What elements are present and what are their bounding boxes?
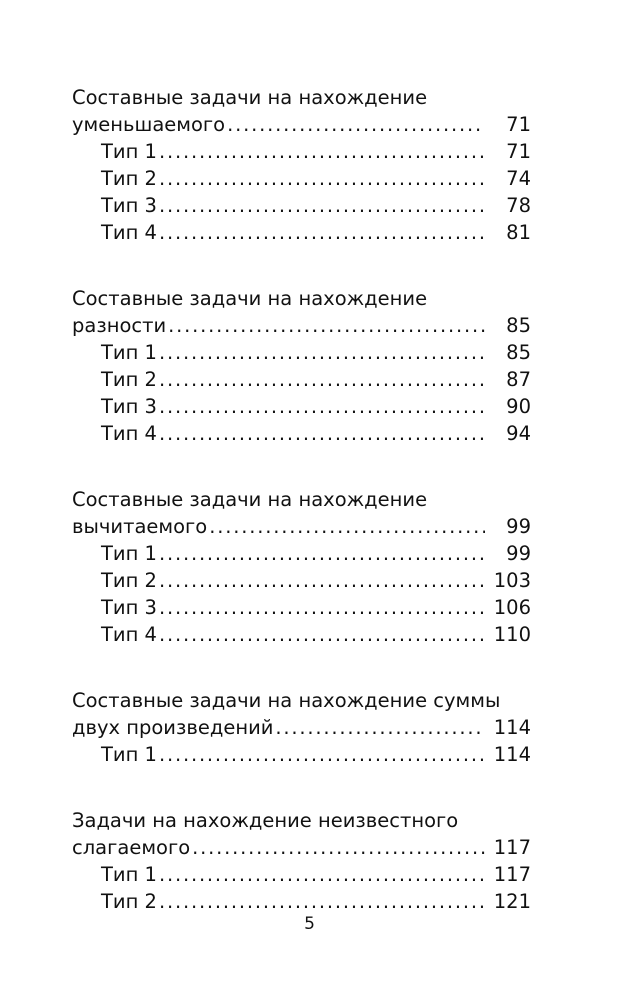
dot-leader	[159, 594, 485, 621]
dot-leader	[159, 420, 485, 447]
toc-subentry	[72, 621, 531, 648]
toc-subentry-page: 117	[493, 863, 531, 886]
toc-subentry-page: 90	[506, 395, 531, 418]
toc-section-title: Составные задачи на нахождение	[72, 488, 428, 511]
toc-entry-page: 117	[493, 836, 531, 859]
dot-leader	[159, 567, 485, 594]
toc-entry-label: слагаемого	[72, 836, 191, 859]
toc-subentry	[72, 540, 531, 567]
toc-subentry	[72, 420, 531, 447]
toc-subentry-label: Тип 2	[101, 368, 157, 391]
toc-subentry-label: Тип 4	[101, 623, 157, 646]
page-number: 5	[304, 914, 315, 934]
dot-leader	[192, 834, 485, 861]
toc-section	[72, 285, 531, 447]
dot-leader	[159, 540, 485, 567]
toc-entry-label: вычитаемого	[72, 515, 208, 538]
toc-subentry	[72, 393, 531, 420]
toc-subentry-label: Тип 1	[101, 140, 157, 163]
toc-subentry-label: Тип 3	[101, 194, 157, 217]
toc-subentry	[72, 567, 531, 594]
toc-subentry	[72, 741, 531, 768]
toc-section-title: Задачи на нахождение неизвестного	[72, 809, 459, 832]
dot-leader	[159, 219, 485, 246]
toc-subentry-page: 81	[506, 221, 531, 244]
toc-subentry	[72, 165, 531, 192]
toc-entry	[72, 312, 531, 339]
toc-subentry-label: Тип 2	[101, 167, 157, 190]
toc-subentry-page: 85	[506, 341, 531, 364]
toc-section-title: Составные задачи на нахождение суммы	[72, 689, 501, 712]
dot-leader	[209, 513, 485, 540]
dot-leader	[159, 393, 485, 420]
dot-leader	[159, 165, 485, 192]
toc-subentry-page: 87	[506, 368, 531, 391]
toc-subentry-page: 78	[506, 194, 531, 217]
toc-subentry	[72, 594, 531, 621]
dot-leader	[159, 138, 485, 165]
toc-entry	[72, 513, 531, 540]
toc-entry	[72, 111, 531, 138]
toc-subentry	[72, 192, 531, 219]
toc-entry-label: двух произведений	[72, 716, 274, 739]
dot-leader	[159, 861, 485, 888]
toc-section-title: Составные задачи на нахождение	[72, 287, 428, 310]
toc-entry	[72, 714, 531, 741]
toc-entry	[72, 834, 531, 861]
dot-leader	[275, 714, 485, 741]
toc-subentry-label: Тип 2	[101, 569, 157, 592]
toc-section	[72, 687, 531, 768]
toc-subentry-label: Тип 4	[101, 422, 157, 445]
toc-subentry-page: 114	[493, 743, 531, 766]
toc-entry-label: уменьшаемого	[72, 113, 226, 136]
toc-subentry	[72, 219, 531, 246]
toc-subentry-page: 106	[493, 596, 531, 619]
toc-entry-label: разности	[72, 314, 167, 337]
toc-subentry-page: 103	[493, 569, 531, 592]
dot-leader	[227, 111, 485, 138]
toc-section	[72, 84, 531, 246]
table-of-contents	[72, 84, 531, 954]
dot-leader	[159, 339, 485, 366]
dot-leader	[159, 621, 485, 648]
toc-subentry-page: 110	[493, 623, 531, 646]
toc-entry-page: 99	[506, 515, 531, 538]
toc-subentry-page: 121	[493, 890, 531, 913]
toc-subentry-label: Тип 2	[101, 890, 157, 913]
dot-leader	[159, 366, 485, 393]
toc-subentry-label: Тип 3	[101, 395, 157, 418]
toc-subentry-label: Тип 1	[101, 863, 157, 886]
toc-subentry-page: 99	[506, 542, 531, 565]
toc-subentry-label: Тип 1	[101, 743, 157, 766]
toc-entry-page: 85	[506, 314, 531, 337]
toc-entry-page: 71	[506, 113, 531, 136]
dot-leader	[159, 741, 485, 768]
toc-section-title: Составные задачи на нахождение	[72, 86, 428, 109]
dot-leader	[159, 888, 485, 915]
toc-subentry	[72, 861, 531, 888]
toc-subentry-label: Тип 3	[101, 596, 157, 619]
toc-subentry-label: Тип 1	[101, 341, 157, 364]
toc-entry-page: 114	[493, 716, 531, 739]
toc-subentry-page: 74	[506, 167, 531, 190]
toc-section	[72, 486, 531, 648]
dot-leader	[159, 192, 485, 219]
toc-subentry-page: 94	[506, 422, 531, 445]
toc-subentry	[72, 888, 531, 915]
dot-leader	[168, 312, 485, 339]
toc-subentry	[72, 138, 531, 165]
toc-subentry-label: Тип 1	[101, 542, 157, 565]
toc-subentry-label: Тип 4	[101, 221, 157, 244]
toc-subentry	[72, 339, 531, 366]
toc-section	[72, 807, 531, 915]
toc-subentry-page: 71	[506, 140, 531, 163]
toc-subentry	[72, 366, 531, 393]
